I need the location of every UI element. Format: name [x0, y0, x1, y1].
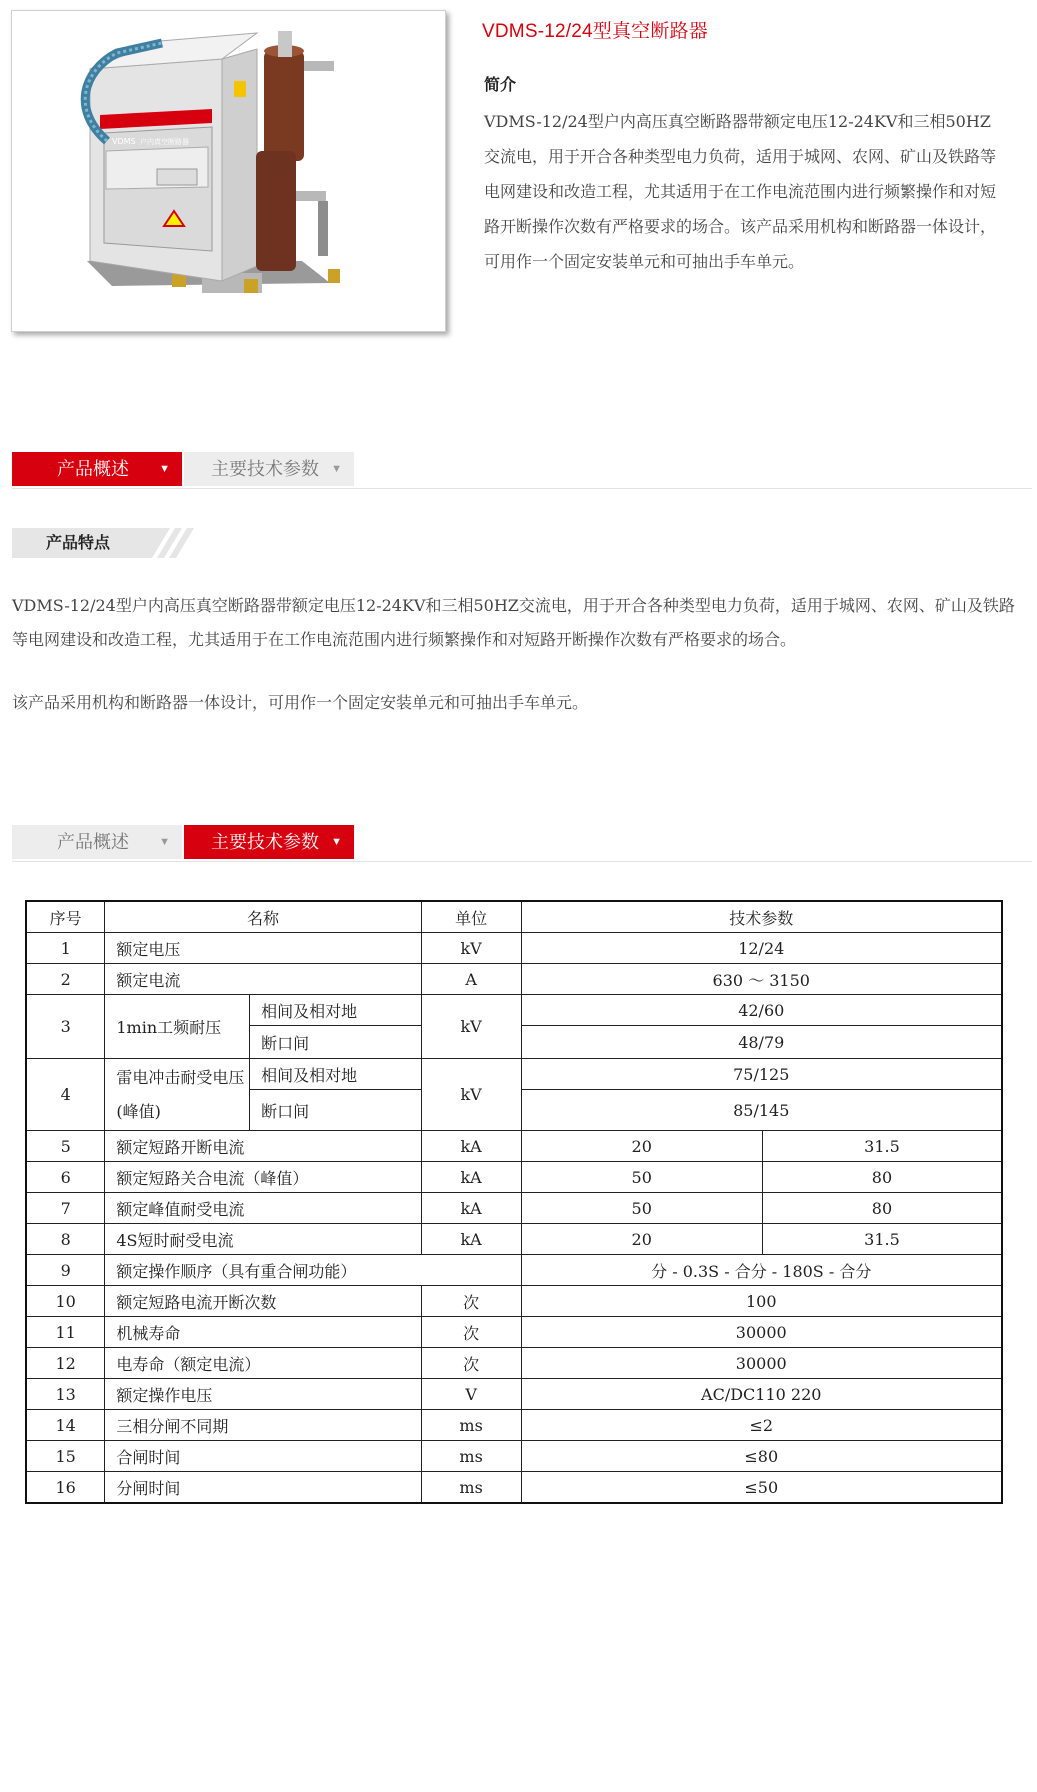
- cell-value-a: 20: [521, 1224, 762, 1255]
- product-image-frame: [11, 10, 446, 332]
- cell-name: 1min工频耐压: [105, 995, 250, 1059]
- cell-unit: 次: [421, 1317, 521, 1348]
- table-row: [26, 995, 1002, 1026]
- chevron-down-icon: ▼: [159, 463, 170, 475]
- cell-name: 额定短路电流开断次数: [105, 1286, 421, 1317]
- intro-text: VDMS-12/24型户内高压真空断路器带额定电压12-24KV和三相50HZ交流电，用于开合各种类型电力负荷，适用于城网、农网、矿山及铁路等电网建设和改造工程，尤其适用于在工作电流范围内进行频繁操作和对短路开断操作次数有严格要求的场合。该产品采用机构和断路器一体设计，可用作一个固定安装单元和可抽出手车单元。: [484, 112, 997, 271]
- cell-no: 8: [26, 1224, 105, 1255]
- chevron-down-icon: ▼: [159, 836, 170, 848]
- cell-value: 分 - 0.3S - 合分 - 180S - 合分: [521, 1255, 1002, 1286]
- cell-no: 1: [26, 933, 105, 964]
- cell-value-b: 31.5: [762, 1131, 1002, 1162]
- chevron-down-icon: ▼: [331, 463, 342, 475]
- table-row: [26, 933, 1002, 964]
- tab-label: 产品概述: [57, 832, 129, 852]
- cell-value: 48/79: [521, 1026, 1002, 1059]
- features-heading: 产品特点: [46, 533, 111, 552]
- table-row: [26, 1162, 1002, 1193]
- cell-value-a: 20: [521, 1131, 762, 1162]
- table-row: [26, 1348, 1002, 1379]
- cell-value: 85/145: [521, 1090, 1002, 1131]
- cell-unit: kA: [421, 1224, 521, 1255]
- cell-value: 30000: [521, 1348, 1002, 1379]
- cell-subname: 相间及相对地: [250, 1059, 422, 1090]
- cell-subname: 相间及相对地: [250, 995, 422, 1026]
- cell-no: 3: [26, 995, 105, 1059]
- spec-table: [25, 900, 1003, 1504]
- image-brand-text: VDMS: [112, 137, 136, 146]
- cell-value: ≤80: [521, 1441, 1002, 1472]
- cell-no: 10: [26, 1286, 105, 1317]
- cell-value-b: 80: [762, 1162, 1002, 1193]
- cell-value: 12/24: [521, 933, 1002, 964]
- tab-label: 主要技术参数: [211, 832, 319, 852]
- header-unit: 单位: [421, 901, 521, 933]
- tab-product-overview-2[interactable]: [12, 825, 182, 859]
- cell-value: AC/DC110 220: [521, 1379, 1002, 1410]
- cell-unit: kV: [421, 933, 521, 964]
- product-title: VDMS-12/24型真空断路器: [482, 21, 708, 42]
- cell-value-a: 50: [521, 1193, 762, 1224]
- features-paragraph-2: 该产品采用机构和断路器一体设计，可用作一个固定安装单元和可抽出手车单元。: [12, 693, 589, 712]
- cell-no: 11: [26, 1317, 105, 1348]
- product-image: [12, 11, 445, 331]
- tab-label: 主要技术参数: [211, 459, 319, 479]
- header-no: 序号: [26, 901, 105, 933]
- cell-no: 15: [26, 1441, 105, 1472]
- cell-no: 9: [26, 1255, 105, 1286]
- tab-product-overview[interactable]: [12, 452, 182, 486]
- cell-no: 13: [26, 1379, 105, 1410]
- cell-no: 14: [26, 1410, 105, 1441]
- cell-no: 2: [26, 964, 105, 995]
- features-heading-block: [12, 528, 202, 558]
- table-row: [26, 964, 1002, 995]
- cell-name: 额定峰值耐受电流: [105, 1193, 421, 1224]
- intro-heading: 简介: [484, 75, 517, 94]
- cell-name: 额定短路开断电流: [105, 1131, 421, 1162]
- table-row: [26, 1379, 1002, 1410]
- features-paragraph-1: VDMS-12/24型户内高压真空断路器带额定电压12-24KV和三相50HZ交流电，用于开合各种类型电力负荷，适用于城网、农网、矿山及铁路等电网建设和改造工程，尤其适用于在工作电流范围内进行频繁操作和对短路开断操作次数有严格要求的场合。: [12, 596, 1015, 649]
- cell-no: 7: [26, 1193, 105, 1224]
- cell-value: ≤2: [521, 1410, 1002, 1441]
- cell-unit: V: [421, 1379, 521, 1410]
- cell-name: 雷电冲击耐受电压(峰值): [105, 1059, 250, 1131]
- cell-name: 额定短路关合电流（峰值）: [105, 1162, 421, 1193]
- cell-value: 75/125: [521, 1059, 1002, 1090]
- cell-unit: 次: [421, 1286, 521, 1317]
- cell-unit: kA: [421, 1162, 521, 1193]
- cell-unit: kV: [421, 995, 521, 1059]
- cell-name: 4S短时耐受电流: [105, 1224, 421, 1255]
- table-row: [26, 1131, 1002, 1162]
- cell-unit: kA: [421, 1193, 521, 1224]
- image-nameplate-text: 户内真空断路器: [140, 138, 189, 146]
- cell-name: 额定操作电压: [105, 1379, 421, 1410]
- table-header-row: [26, 901, 1002, 933]
- table-row: [26, 1472, 1002, 1504]
- cell-unit: ms: [421, 1441, 521, 1472]
- cell-name: 三相分闸不同期: [105, 1410, 421, 1441]
- table-row: [26, 1255, 1002, 1286]
- cell-unit: ms: [421, 1472, 521, 1504]
- table-row: [26, 1410, 1002, 1441]
- cell-value: 100: [521, 1286, 1002, 1317]
- cell-no: 5: [26, 1131, 105, 1162]
- cell-no: 4: [26, 1059, 105, 1131]
- tab-label: 产品概述: [57, 459, 129, 479]
- cell-unit: 次: [421, 1348, 521, 1379]
- header-param: 技术参数: [521, 901, 1002, 933]
- cell-no: 12: [26, 1348, 105, 1379]
- cell-name: 电寿命（额定电流）: [105, 1348, 421, 1379]
- cell-subname: 断口间: [250, 1026, 422, 1059]
- cell-name: 额定电压: [105, 933, 421, 964]
- chevron-down-icon: ▼: [331, 836, 342, 848]
- tab-bar-params: [12, 825, 1032, 862]
- cell-name: 分闸时间: [105, 1472, 421, 1504]
- table-row: [26, 1224, 1002, 1255]
- tab-bar-overview: [12, 452, 1032, 489]
- cell-value: ≤50: [521, 1472, 1002, 1504]
- cell-name: 机械寿命: [105, 1317, 421, 1348]
- table-row: [26, 1317, 1002, 1348]
- cell-unit: A: [421, 964, 521, 995]
- cell-subname: 断口间: [250, 1090, 422, 1131]
- cell-name: 合闸时间: [105, 1441, 421, 1472]
- tab-tech-params-2[interactable]: [184, 825, 354, 859]
- cell-no: 6: [26, 1162, 105, 1193]
- cell-value: 630 ～ 3150: [521, 964, 1002, 995]
- cell-unit: kV: [421, 1059, 521, 1131]
- cell-value: 42/60: [521, 995, 1002, 1026]
- table-row: [26, 1441, 1002, 1472]
- cell-unit: kA: [421, 1131, 521, 1162]
- cell-no: 16: [26, 1472, 105, 1504]
- cell-name: 额定操作顺序（具有重合闸功能）: [105, 1255, 521, 1286]
- cell-value-a: 50: [521, 1162, 762, 1193]
- cell-unit: ms: [421, 1410, 521, 1441]
- cell-value: 30000: [521, 1317, 1002, 1348]
- cell-value-b: 31.5: [762, 1224, 1002, 1255]
- table-row: [26, 1059, 1002, 1090]
- table-row: [26, 1193, 1002, 1224]
- table-row: [26, 1286, 1002, 1317]
- tab-tech-params[interactable]: [184, 452, 354, 486]
- cell-name: 额定电流: [105, 964, 421, 995]
- header-name: 名称: [105, 901, 421, 933]
- cell-value-b: 80: [762, 1193, 1002, 1224]
